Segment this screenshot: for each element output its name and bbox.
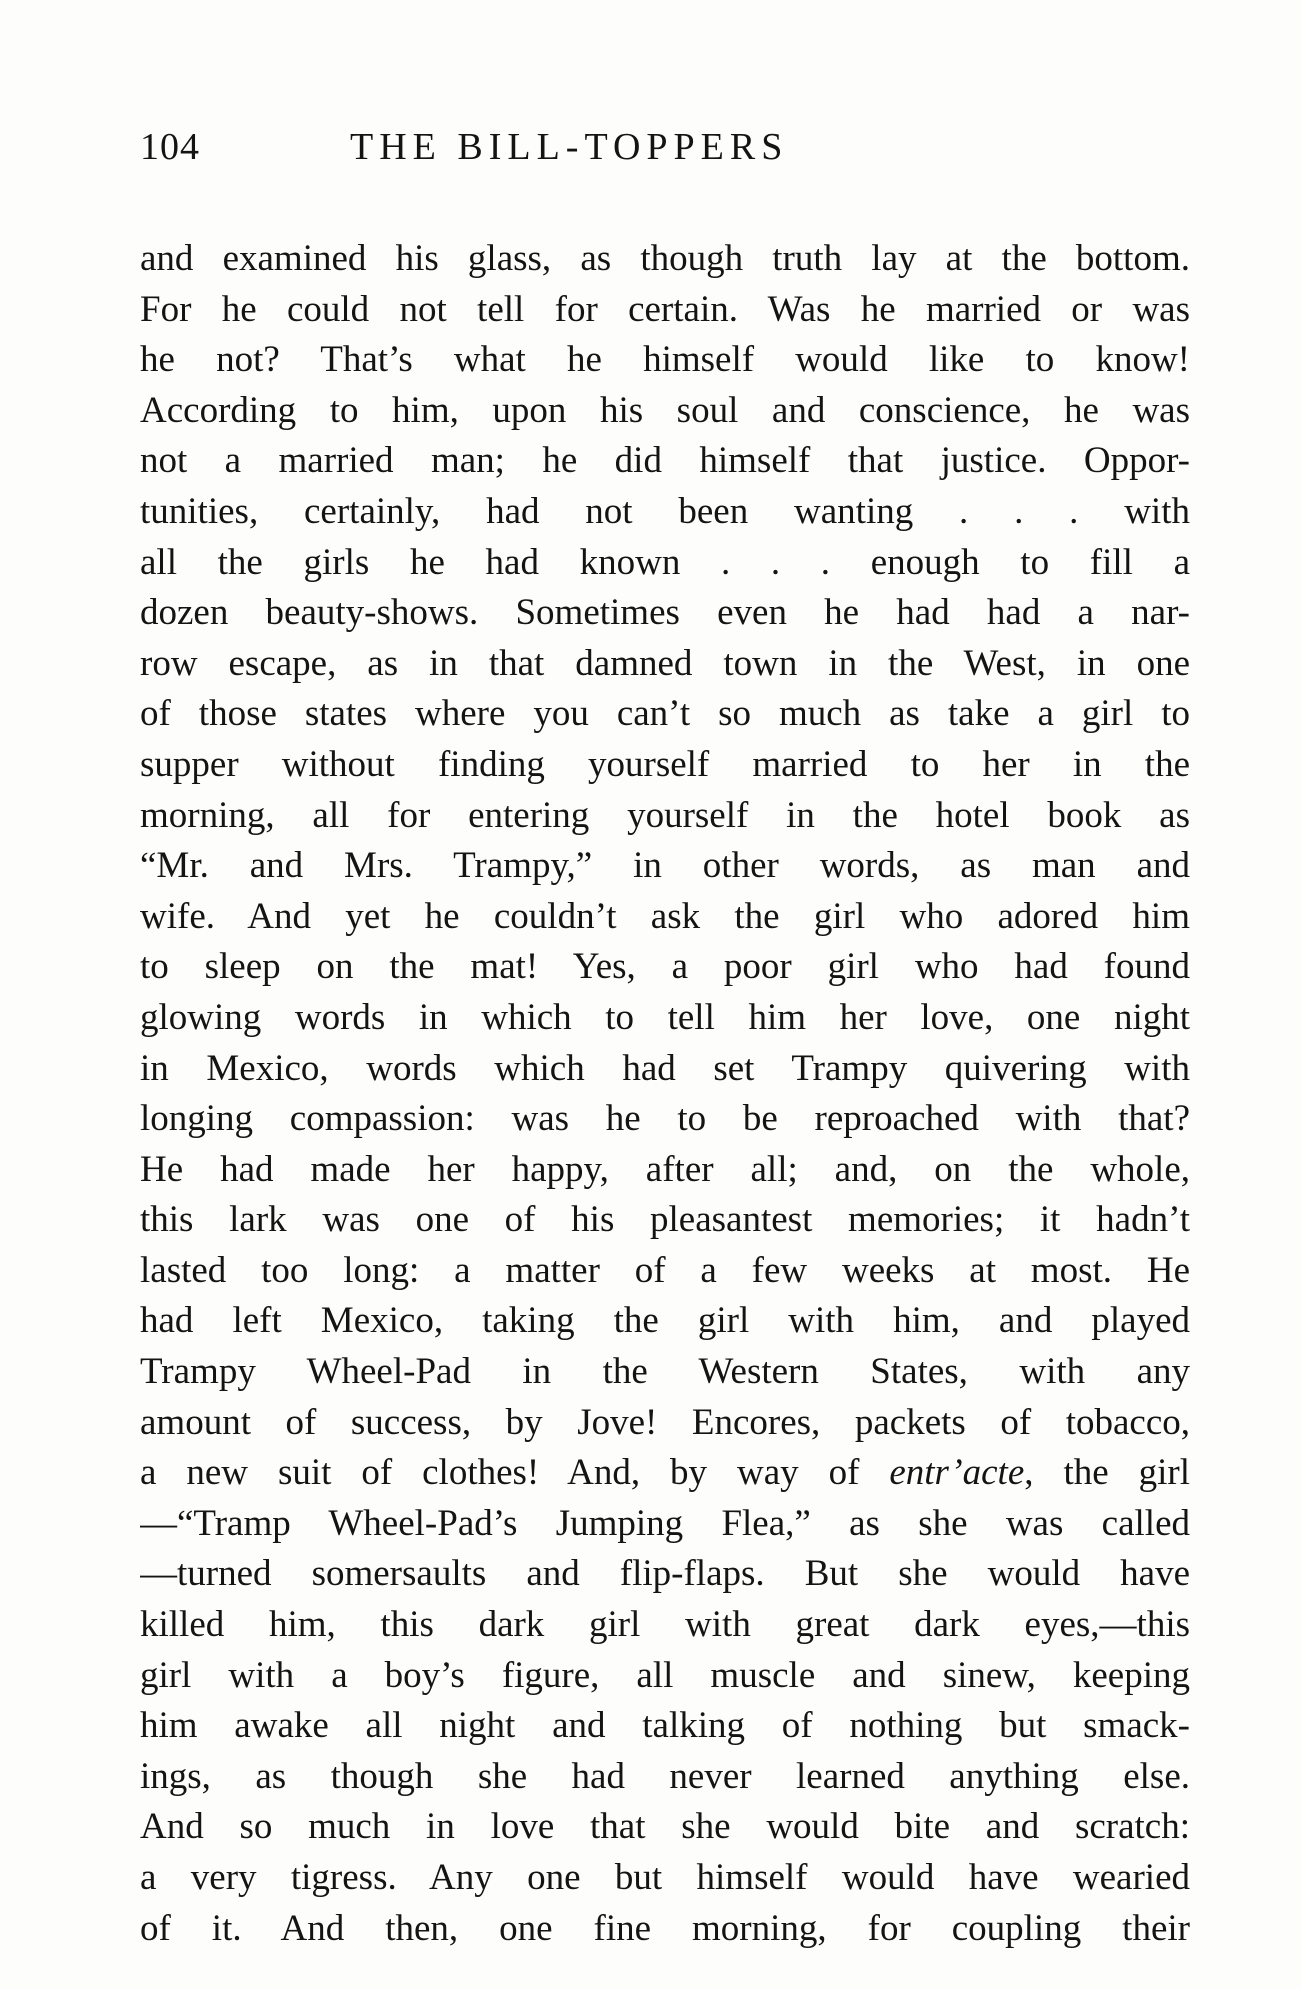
text-line: girl with a boy’s figure, all muscle and sinew, keeping <box>140 1654 1190 1696</box>
text-line: all the girls he had known . . . enough to fill a <box>140 541 1190 583</box>
text-line: —turned somersaults and flip-flaps. But she would have <box>140 1553 1190 1595</box>
text-line: not a married man; he did himself that justice. Oppor- <box>140 440 1190 482</box>
body-text <box>140 234 1190 1954</box>
text-line: row escape, as in that damned town in the West, in one <box>140 642 1190 684</box>
text-line: a very tigress. Any one but himself would have wearied <box>140 1857 1190 1898</box>
text-line: longing compassion: was he to be reproached with that? <box>140 1098 1190 1140</box>
text-line: “Mr. and Mrs. Trampy,” in other words, as man and <box>140 845 1190 887</box>
text-line: supper without finding yourself married to her in the <box>140 743 1190 785</box>
text-line: glowing words in which to tell him her love, one night <box>140 996 1190 1038</box>
text-line: to sleep on the mat! Yes, a poor girl who had found <box>140 946 1190 988</box>
page-number: 104 <box>140 126 200 168</box>
text-line: a new suit of clothes! And, by way of entr’acte, the girl <box>140 1452 1190 1494</box>
text-line: —“Tramp Wheel-Pad’s Jumping Flea,” as she was called <box>140 1502 1190 1544</box>
running-title: THE BILL-TOPPERS <box>350 126 789 168</box>
text-line: ings, as though she had never learned anything else. <box>140 1755 1190 1797</box>
text-line: had left Mexico, taking the girl with him, and played <box>140 1300 1190 1342</box>
text-line: dozen beauty-shows. Sometimes even he had had a nar- <box>140 592 1190 634</box>
text-line: He had made her happy, after all; and, on the whole, <box>140 1148 1190 1190</box>
text-line: killed him, this dark girl with great dark eyes,—this <box>140 1604 1190 1646</box>
text-line: morning, all for entering yourself in the hotel book as <box>140 794 1190 836</box>
text-line: And so much in love that she would bite and scratch: <box>140 1806 1190 1848</box>
text-line: of it. And then, one fine morning, for coupling their <box>140 1907 1190 1949</box>
text-line: According to him, upon his soul and conscience, he was <box>140 389 1190 431</box>
text-line: of those states where you can’t so much as take a girl to <box>140 693 1190 735</box>
text-line: he not? That’s what he himself would like to know! <box>140 339 1190 381</box>
text-line: wife. And yet he couldn’t ask the girl who adored him <box>140 895 1190 937</box>
page-header <box>140 125 1190 185</box>
text-line: and examined his glass, as though truth lay at the bottom. <box>140 238 1190 279</box>
text-line: For he could not tell for certain. Was he married or was <box>140 288 1190 330</box>
text-line: amount of success, by Jove! Encores, packets of tobacco, <box>140 1401 1190 1443</box>
italic-word: entr’acte <box>889 1452 1025 1494</box>
text-line: this lark was one of his pleasantest memories; it hadn’t <box>140 1199 1190 1241</box>
text-line: tunities, certainly, had not been wanting . . . with <box>140 490 1190 532</box>
text-line: lasted too long: a matter of a few weeks at most. He <box>140 1249 1190 1291</box>
text-line: him awake all night and talking of nothing but smack- <box>140 1705 1190 1747</box>
text-line: Trampy Wheel-Pad in the Western States, with any <box>140 1351 1190 1393</box>
text-line: in Mexico, words which had set Trampy quivering with <box>140 1047 1190 1089</box>
